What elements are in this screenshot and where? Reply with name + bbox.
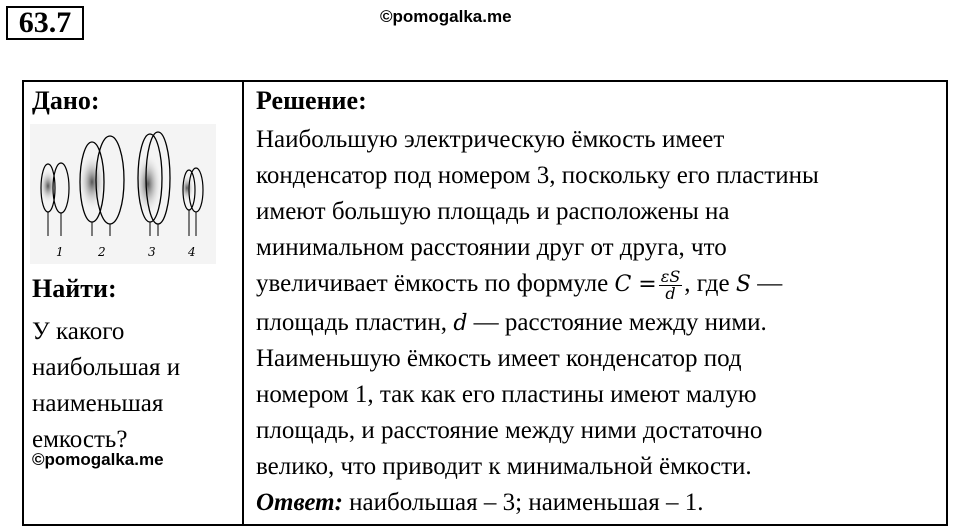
solution-heading: Решение: xyxy=(256,86,367,115)
solution-line: конденсатор под номером 3, поскольку его пластины xyxy=(256,162,819,189)
question-line: У какого xyxy=(32,318,125,345)
fraction-numerator: εS xyxy=(660,266,681,286)
answer-line xyxy=(256,485,936,521)
watermark: ©pomogalka.me xyxy=(32,450,164,469)
figure-label-3: 3 xyxy=(148,245,156,259)
solution-line xyxy=(256,305,936,341)
task-table xyxy=(22,80,948,526)
capacitors-figure xyxy=(30,124,216,264)
formula-dash: — xyxy=(757,270,783,297)
var-s: S xyxy=(735,272,751,297)
answer-text: наибольшая – 3; наименьшая – 1. xyxy=(349,489,704,516)
formula-lhs: C = xyxy=(614,272,657,297)
solution-line: Наименьшую ёмкость имеет конденсатор под xyxy=(256,345,742,372)
capacitance-fraction xyxy=(659,266,683,303)
line6-start: площадь пластин, xyxy=(256,309,448,336)
var-d: d xyxy=(453,311,468,336)
figure-label-2: 2 xyxy=(98,245,106,259)
find-question xyxy=(32,314,237,458)
solution-column xyxy=(244,82,946,524)
given-heading: Дано: xyxy=(32,86,100,115)
question-line: емкость? xyxy=(32,426,128,453)
given-column xyxy=(24,82,242,524)
solution-line: Наибольшую электрическую ёмкость имеет xyxy=(256,126,725,153)
figure-label-1: 1 xyxy=(56,245,64,259)
solution-text xyxy=(256,122,936,521)
line6-end: — расстояние между ними. xyxy=(473,309,767,336)
solution-line-formula xyxy=(256,266,936,305)
solution-line: минимальном расстоянии друг от друга, что xyxy=(256,234,727,261)
solution-line: велико, что приводит к минимальной ёмкости. xyxy=(256,453,752,480)
question-line: наименьшая xyxy=(32,390,164,417)
solution-line: имеют большую площадь и расположены на xyxy=(256,198,730,225)
find-heading: Найти: xyxy=(32,274,117,303)
answer-label: Ответ: xyxy=(256,489,343,516)
solution-line: площадь, и расстояние между ними достаточно xyxy=(256,417,763,444)
formula-mid: , где xyxy=(684,270,730,297)
figure-label-4: 4 xyxy=(188,245,196,259)
formula-intro: увеличивает ёмкость по формуле xyxy=(256,270,609,297)
solution-line: номером 1, так как его пластины имеют малую xyxy=(256,381,757,408)
question-line: наибольшая и xyxy=(32,354,181,381)
watermark: ©pomogalka.me xyxy=(380,7,512,26)
problem-number: 63.7 xyxy=(6,6,84,40)
fraction-denominator: d xyxy=(665,283,676,303)
